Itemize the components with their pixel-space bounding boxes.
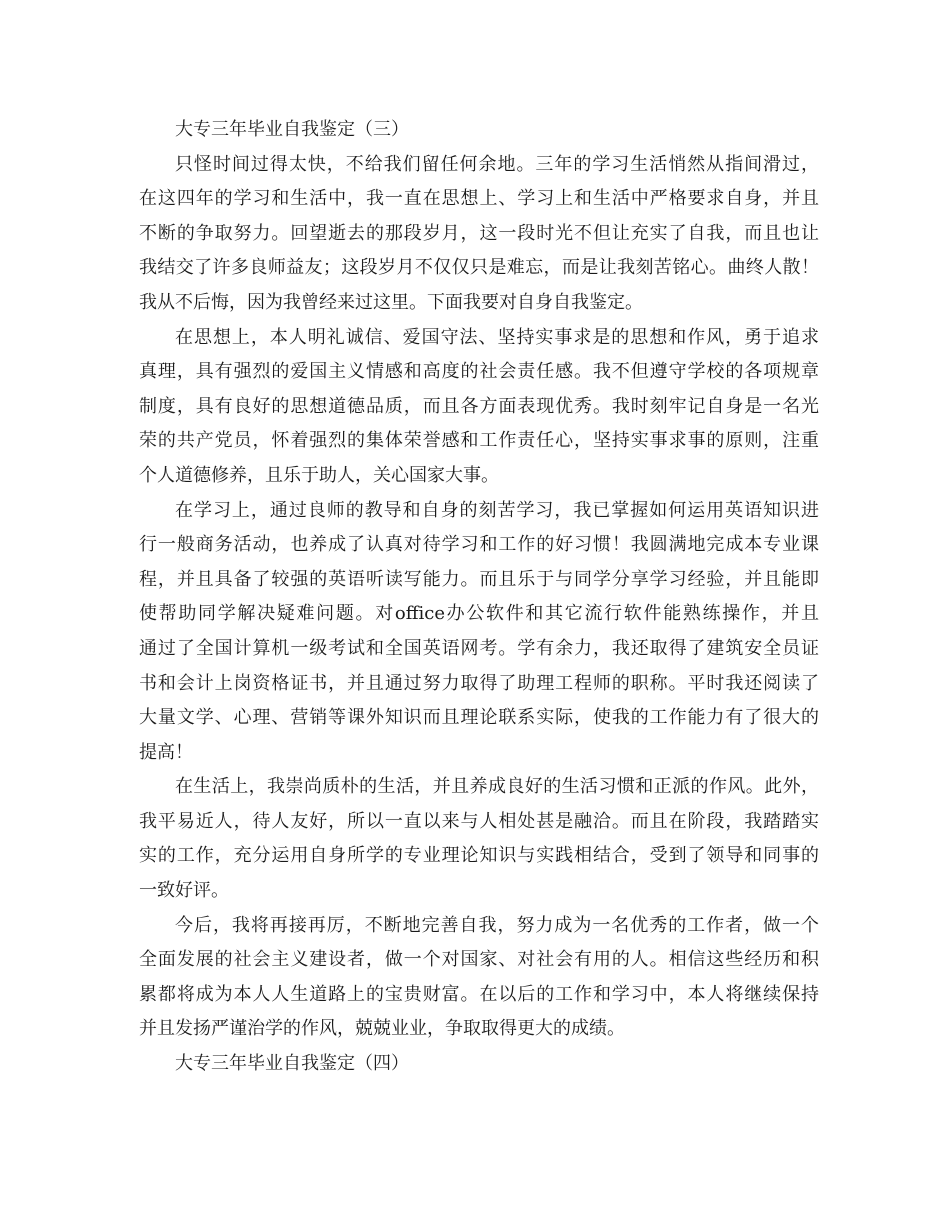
paragraph-line: 全面发展的社会主义建设者，做一个对国家、对社会有用的人。相信这些经历和积 [139, 949, 819, 971]
section-heading: 大专三年毕业自我鉴定（四） [175, 1053, 409, 1075]
paragraph-line: 我从不后悔，因为我曾经来过这里。下面我要对自身自我鉴定。 [139, 291, 643, 313]
paragraph-line: 制度，具有良好的思想道德品质，而且各方面表现优秀。我时刻牢记自身是一名光 [139, 395, 819, 417]
paragraph-line: 实的工作，充分运用自身所学的专业理论知识与实践相结合，受到了领导和同事的 [139, 845, 819, 867]
section-heading: 大专三年毕业自我鉴定（三） [175, 119, 409, 140]
paragraph-line: 通过了全国计算机一级考试和全国英语网考。学有余力，我还取得了建筑安全员证 [139, 637, 819, 659]
paragraph-line: 我平易近人，待人友好，所以一直以来与人相处甚是融洽。而且在阶段，我踏踏实 [139, 810, 819, 832]
paragraph-line: 在生活上，我崇尚质朴的生活，并且养成良好的生活习惯和正派的作风。此外， [175, 776, 819, 798]
paragraph-line: 使帮助同学解决疑难问题。对office办公软件和其它流行软件能熟练操作，并且 [139, 603, 819, 625]
paragraph-line: 不断的争取努力。回望逝去的那段岁月，这一段时光不但让充实了自我，而且也让 [139, 222, 819, 244]
paragraph-line: 在这四年的学习和生活中，我一直在思想上、学习上和生活中严格要求自身，并且 [139, 188, 819, 210]
paragraph-line: 今后，我将再接再厉，不断地完善自我，努力成为一名优秀的工作者，做一个 [175, 914, 819, 936]
paragraph-line: 在学习上，通过良师的教导和自身的刻苦学习，我已掌握如何运用英语知识进 [175, 499, 819, 521]
paragraph-line: 大量文学、心理、营销等课外知识而且理论联系实际，使我的工作能力有了很大的 [139, 707, 819, 729]
paragraph-line: 行一般商务活动，也养成了认真对待学习和工作的好习惯！我圆满地完成本专业课 [139, 534, 819, 556]
paragraph-line: 并且发扬严谨治学的作风，兢兢业业，争取取得更大的成绩。 [139, 1018, 625, 1040]
paragraph-line: 真理，具有强烈的爱国主义情感和高度的社会责任感。我不但遵守学校的各项规章 [139, 361, 819, 383]
paragraph-line: 一致好评。 [139, 880, 229, 902]
paragraph-line: 累都将成为本人人生道路上的宝贵财富。在以后的工作和学习中，本人将继续保持 [139, 983, 819, 1005]
document-body [139, 113, 819, 1082]
paragraph-line: 提高！ [139, 741, 193, 763]
paragraph-line: 程，并且具备了较强的英语听读写能力。而且乐于与同学分享学习经验，并且能即 [139, 568, 819, 590]
paragraph-line: 只怪时间过得太快，不给我们留任何余地。三年的学习生活悄然从指间滑过， [175, 153, 819, 175]
paragraph-line: 个人道德修养，且乐于助人，关心国家大事。 [139, 464, 499, 486]
paragraph-line: 荣的共产党员，怀着强烈的集体荣誉感和工作责任心，坚持实事求事的原则，注重 [139, 430, 819, 452]
paragraph-line: 在思想上，本人明礼诚信、爱国守法、坚持实事求是的思想和作风，勇于追求 [175, 326, 819, 348]
paragraph-line: 我结交了许多良师益友；这段岁月不仅仅只是难忘，而是让我刻苦铭心。曲终人散！ [139, 257, 819, 279]
paragraph-line: 书和会计上岗资格证书，并且通过努力取得了助理工程师的职称。平时我还阅读了 [139, 672, 819, 694]
